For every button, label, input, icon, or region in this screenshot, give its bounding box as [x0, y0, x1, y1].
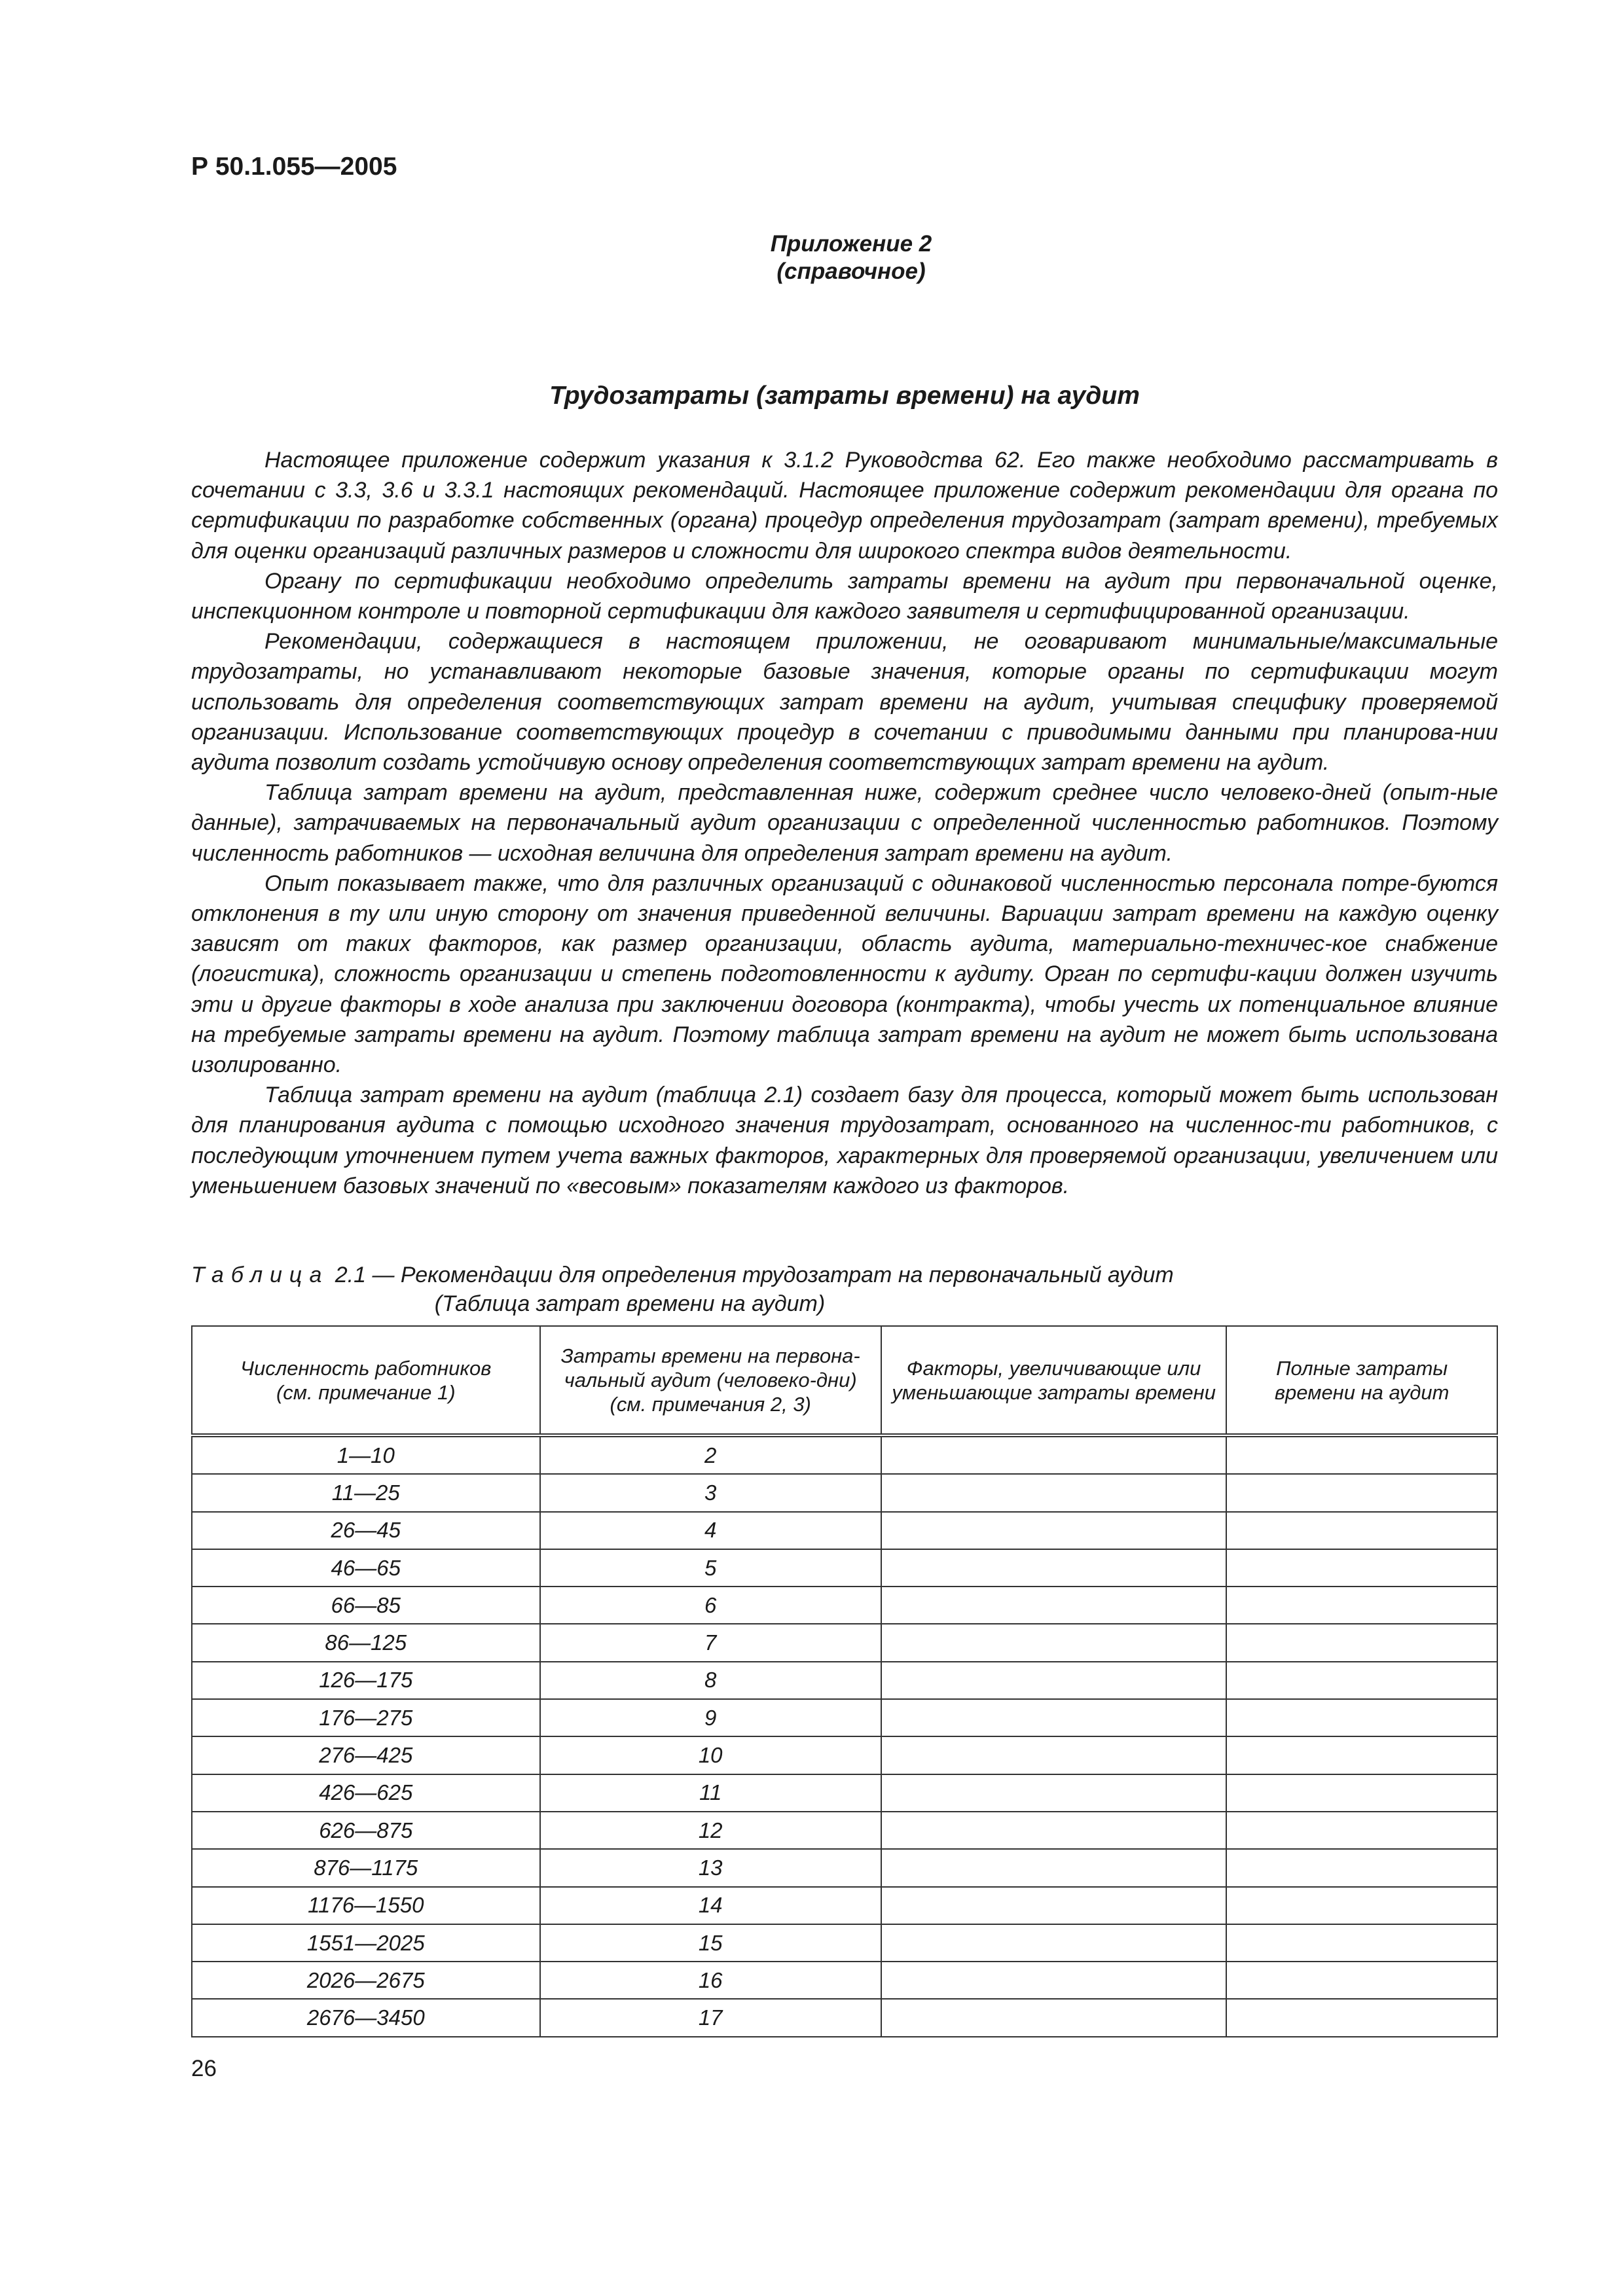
cell-factors — [881, 1999, 1226, 2036]
cell-total — [1226, 1812, 1497, 1849]
header-total: Полные затраты времени на аудит — [1226, 1326, 1497, 1435]
cell-workers: 176—275 — [192, 1699, 540, 1736]
table-row — [192, 1924, 1497, 1962]
table-row — [192, 1849, 1497, 1886]
header-initial-days: Затраты времени на первона-чальный аудит (человеко-дни) (см. примечания 2, 3) — [540, 1326, 881, 1435]
cell-factors — [881, 1624, 1226, 1661]
cell-factors — [881, 1812, 1226, 1849]
paragraph: Органу по сертификации необходимо определить затраты времени на аудит при первоначальной оценке, инспекционном контроле и повторной сертификации для каждого заявителя и сертифицированной организации. — [191, 568, 1498, 624]
cell-total — [1226, 1849, 1497, 1886]
table-caption-text: 2.1 — Рекомендации для определения трудозатрат на первоначальный аудит — [329, 1263, 1174, 1287]
cell-total — [1226, 1474, 1497, 1511]
paragraph: Таблица затрат времени на аудит, представленная ниже, содержит среднее число человеко-дней (опыт-ные данные), затрачиваемых на первоначальный аудит организации с определенной численностью работников. Поэтому численность работников — исходная величина для определения затрат времени на аудит. — [191, 780, 1498, 866]
cell-initial-days: 14 — [540, 1887, 881, 1924]
cell-total — [1226, 1624, 1497, 1661]
cell-initial-days: 5 — [540, 1549, 881, 1587]
cell-factors — [881, 1774, 1226, 1812]
table-row — [192, 1587, 1497, 1624]
cell-total — [1226, 1924, 1497, 1962]
appendix-label — [674, 230, 1028, 285]
table-row — [192, 1474, 1497, 1511]
cell-factors — [881, 1887, 1226, 1924]
table-row — [192, 1549, 1497, 1587]
cell-workers: 276—425 — [192, 1736, 540, 1774]
cell-workers: 1551—2025 — [192, 1924, 540, 1962]
document-code: Р 50.1.055—2005 — [191, 152, 397, 181]
cell-initial-days: 13 — [540, 1849, 881, 1886]
table-row — [192, 1512, 1497, 1549]
cell-initial-days: 3 — [540, 1474, 881, 1511]
paragraph: Рекомендации, содержащиеся в настоящем приложении, не оговаривают минимальные/максимальные трудозатраты, но устанавливают некоторые базовые значения, которые органы по сертификации могут использовать для определения соответствующих затрат времени на аудит, учитывая специфику проверяемой организации. Использование соответствующих процедур в сочетании с приводимыми данными при планирова-нии аудита позволит создать устойчивую основу определения соответствующих затрат времени на аудит. — [191, 629, 1498, 776]
cell-total — [1226, 1512, 1497, 1549]
cell-initial-days: 10 — [540, 1736, 881, 1774]
cell-factors — [881, 1474, 1226, 1511]
table-body — [192, 1435, 1497, 2037]
appendix-title: Трудозатраты (затраты времени) на аудит — [549, 382, 1140, 410]
cell-workers: 46—65 — [192, 1549, 540, 1587]
paragraph: Опыт показывает также, что для различных организаций с одинаковой численностью персонала потре-буются отклонения в ту или иную сторону от значения приведенной величины. Вариации затрат времени на каждую оценку зависят от таких факторов, как размер организации, область аудита, материально-техничес-кое снабжение (логистика), сложность организации и степень подготовленности к аудиту. Орган по сертифи-кации должен изучить эти и другие факторы в ходе анализа при заключении договора (контракта), чтобы учесть их потенциальное влияние на требуемые затраты времени на аудит. Поэтому таблица затрат времени на аудит не может быть использована изолированно. — [191, 870, 1498, 1078]
table-row — [192, 1662, 1497, 1699]
cell-total — [1226, 1549, 1497, 1587]
cell-factors — [881, 1849, 1226, 1886]
cell-total — [1226, 1774, 1497, 1812]
header-workers: Численность работников (см. примечание 1) — [192, 1326, 540, 1435]
cell-total — [1226, 1887, 1497, 1924]
cell-factors — [881, 1924, 1226, 1962]
table-header-row — [192, 1326, 1497, 1435]
table-row — [192, 1435, 1497, 1474]
body-text — [191, 445, 1498, 1201]
cell-workers: 626—875 — [192, 1812, 540, 1849]
cell-workers: 11—25 — [192, 1474, 540, 1511]
table-caption-subtitle: (Таблица затрат времени на аудит) — [434, 1291, 826, 1316]
cell-workers: 66—85 — [192, 1587, 540, 1624]
cell-initial-days: 15 — [540, 1924, 881, 1962]
appendix-type: (справочное) — [776, 259, 926, 284]
cell-workers: 2676—3450 — [192, 1999, 540, 2036]
table-row — [192, 1962, 1497, 1999]
cell-total — [1226, 1699, 1497, 1736]
cell-workers: 1—10 — [192, 1435, 540, 1474]
table-row — [192, 1812, 1497, 1849]
cell-total — [1226, 1962, 1497, 1999]
cell-factors — [881, 1435, 1226, 1474]
cell-initial-days: 9 — [540, 1699, 881, 1736]
paragraph: Таблица затрат времени на аудит (таблица 2.1) создает базу для процесса, который может быть использован для планирования аудита с помощью исходного значения трудозатрат, основанного на численнос-ти работников, с последующим уточнением путем учета важных факторов, характерных для проверяемой организации, увеличением или уменьшением базовых значений по «весовым» показателям каждого из факторов. — [191, 1083, 1498, 1198]
page-number: 26 — [191, 2056, 217, 2081]
audit-time-table — [191, 1325, 1498, 2037]
cell-total — [1226, 1435, 1497, 1474]
cell-initial-days: 6 — [540, 1587, 881, 1624]
cell-total — [1226, 1587, 1497, 1624]
cell-initial-days: 2 — [540, 1435, 881, 1474]
cell-initial-days: 4 — [540, 1512, 881, 1549]
cell-total — [1226, 1662, 1497, 1699]
cell-initial-days: 17 — [540, 1999, 881, 2036]
cell-workers: 2026—2675 — [192, 1962, 540, 1999]
table-row — [192, 1774, 1497, 1812]
table-caption-label: Таблица — [191, 1263, 329, 1287]
cell-workers: 426—625 — [192, 1774, 540, 1812]
table-row — [192, 1999, 1497, 2036]
cell-workers: 1176—1550 — [192, 1887, 540, 1924]
cell-total — [1226, 1736, 1497, 1774]
cell-factors — [881, 1736, 1226, 1774]
paragraph: Настоящее приложение содержит указания к 3.1.2 Руководства 62. Его также необходимо рассматривать в сочетании с 3.3, 3.6 и 3.3.1 настоящих рекомендаций. Настоящее приложение содержит рекомендации для органа по сертификации по разработке собственных (органа) процедур определения трудозатрат (затрат времени), требуемых для оценки организаций различных размеров и сложности для широкого спектра видов деятельности. — [191, 448, 1498, 564]
table-row — [192, 1736, 1497, 1774]
cell-total — [1226, 1999, 1497, 2036]
cell-initial-days: 8 — [540, 1662, 881, 1699]
cell-factors — [881, 1512, 1226, 1549]
cell-initial-days: 7 — [540, 1624, 881, 1661]
table-row — [192, 1699, 1497, 1736]
cell-workers: 126—175 — [192, 1662, 540, 1699]
cell-factors — [881, 1699, 1226, 1736]
cell-workers: 876—1175 — [192, 1849, 540, 1886]
header-factors: Факторы, увеличивающие или уменьшающие затраты времени — [881, 1326, 1226, 1435]
table-row — [192, 1887, 1497, 1924]
table-row — [192, 1624, 1497, 1661]
cell-initial-days: 11 — [540, 1774, 881, 1812]
cell-factors — [881, 1962, 1226, 1999]
cell-workers: 26—45 — [192, 1512, 540, 1549]
cell-factors — [881, 1549, 1226, 1587]
cell-initial-days: 12 — [540, 1812, 881, 1849]
cell-initial-days: 16 — [540, 1962, 881, 1999]
table-caption — [191, 1261, 1498, 1318]
cell-factors — [881, 1662, 1226, 1699]
cell-factors — [881, 1587, 1226, 1624]
appendix-number: Приложение 2 — [770, 231, 932, 257]
cell-workers: 86—125 — [192, 1624, 540, 1661]
